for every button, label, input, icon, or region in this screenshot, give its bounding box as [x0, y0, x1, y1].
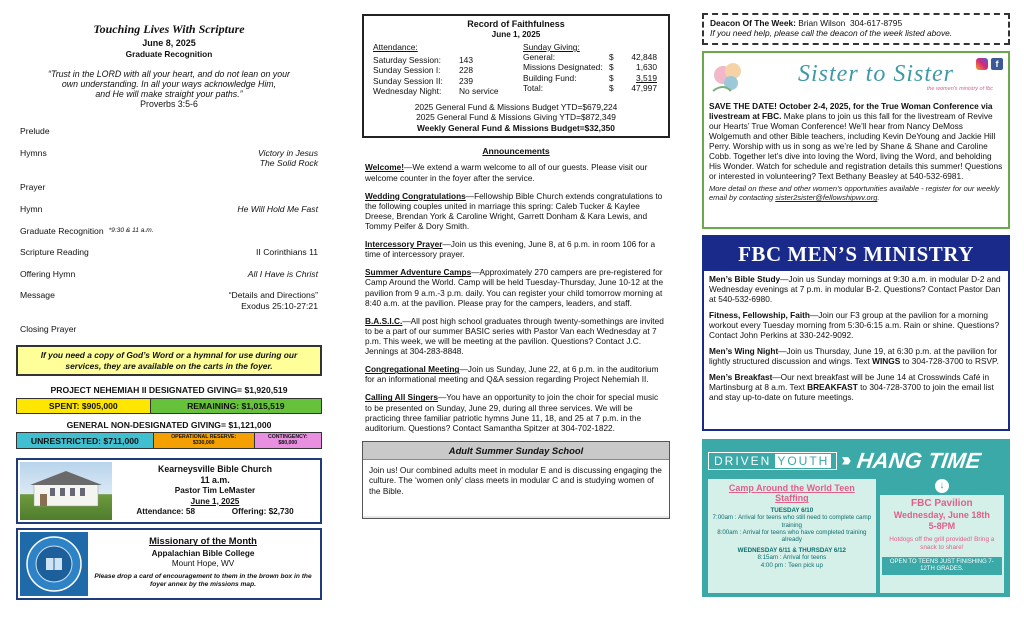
kbc-date: June 1, 2025 — [190, 496, 240, 506]
attendance-list: Attendance: Saturday Session: 143 Sunday Session I: 228 Sunday Session II: 239 Wednesday Night: No service — [373, 41, 499, 96]
mens-item: Men’s Bible Study—Join us Sunday mornings at 9:30 a.m. in modular D-2 and Wednesday evenings at 7 p.m. in modular B-2. Questions? Contact Pastor Dan at 540-532-6980. — [709, 274, 1001, 304]
nehemiah-bar — [16, 398, 322, 414]
camp-line: 8:00am : Arrival for teens who have completed training already — [717, 529, 867, 544]
mens-item: Men’s Breakfast—Our next breakfast will be June 14 at Crosswinds Café in Martinsburg at 8 a.m. Text BREAKFAST to 304-728-3700 to join the email list and stay up-to-date on future meetings. — [709, 371, 994, 402]
order-item: Hymns Victory in Jesus The Solid Rock — [20, 147, 318, 169]
announcement: Welcome!—We extend a warm welcome to all of our guests. Please visit our welcome counter in the foyer after the service. — [365, 162, 648, 183]
camp-line: 4:00 pm : Teen pick up — [760, 561, 823, 569]
bible-notice: If you need a copy of God’s Word or a hymnal for use during our services, they are available on the carts in the foyer. — [16, 345, 322, 376]
sister-body: SAVE THE DATE! October 2-4, 2025, for the True Woman Conference via livestream at FBC. Make plans to join us this fall for the livestream of Revive our Hearts’ True Woman Conference! We’ll hear from Nancy DeMoss Wolgemuth and other Bible teachers, including Kevin DeYoung and Jackie Hill Perry. Worship with us in song as we’re led by Shane & Shane and Caroline Cobb. Together let’s dive into loving the Word, living the Word, and beholding His Wonder. Watch for schedule and registration details this summer! Questions or interested in volunteering? Text Bethany Beasley at 540-532-6981. — [709, 101, 1003, 181]
record-title: Record of Faithfulness — [467, 19, 565, 29]
order-item: Hymn He Will Hold Me Fast — [20, 204, 318, 215]
pavilion-time: 5-8PM — [928, 521, 956, 532]
deacon-box — [702, 13, 1010, 45]
announcements-title: Announcements — [482, 146, 550, 156]
adult-title: Adult Summer Sunday School — [363, 442, 669, 460]
driven-youth-logo: DRIVEN YOUTH — [708, 452, 837, 471]
deacon-note: If you need help, please call the deacon of the week listed above. — [710, 28, 953, 39]
missionary-box — [16, 528, 322, 600]
kbc-box — [16, 458, 322, 524]
abc-seal-icon — [20, 532, 88, 596]
kbc-offering: Offering: $2,730 — [231, 506, 294, 516]
announcement: Wedding Congratulations—Fellowship Bible Church extends congratulations to the following couples united in marriage this spring: Caleb Tucker & Kaylee Dreese, Brendan York & Caroline Wright, Garrett Donham & Kara Lewis, and Tommy Peifer & Dory Smith. — [365, 190, 663, 232]
sister-box — [702, 51, 1010, 229]
remaining-bar: REMAINING: $1,015,519 — [151, 398, 322, 414]
camp-day: WEDNESDAY 6/11 & THURSDAY 6/12 — [737, 546, 846, 554]
missionary-note: Please drop a card of encouragement to them in the brown box in the foyer annex by the missions map. — [94, 573, 312, 589]
nehemiah-title: PROJECT NEHEMIAH II DESIGNATED GIVING= $1,920,519 — [50, 385, 288, 396]
unrestricted-bar: UNRESTRICTED: $711,000 — [16, 432, 154, 449]
budget-line: 2025 General Fund & Missions Giving YTD=$872,349 — [416, 112, 616, 123]
service-subtitle: Graduate Recognition — [125, 48, 213, 59]
page-title: Touching Lives With Scripture — [93, 22, 245, 36]
record-date: June 1, 2025 — [491, 29, 541, 39]
hang-time-title: HANG TIME — [855, 447, 983, 473]
pavilion-note: Hotdogs off the grill provided! Bring a snack to share! — [889, 536, 995, 551]
adult-body: Join us! Our combined adults meet in modular E and is discussing engaging the culture. The ‘women only’ class meets in modular C and is studying women of the Bible. — [363, 460, 669, 516]
order-item: Closing Prayer — [20, 323, 77, 334]
kbc-name: Kearneysville Bible Church — [158, 464, 272, 475]
instagram-icon[interactable] — [976, 58, 988, 70]
mens-title: FBC MEN’S MINISTRY — [704, 237, 1008, 271]
contingency-bar: CONTINGENCY: $80,000 — [255, 432, 322, 449]
kbc-time: 11 a.m. — [200, 475, 230, 486]
sister-tagline: the women's ministry of fbc — [926, 85, 993, 92]
deacon-name: Brian Wilson — [798, 18, 846, 28]
kbc-pastor: Pastor Tim LeMaster — [174, 486, 256, 496]
facebook-icon[interactable]: f — [991, 58, 1003, 70]
sister-email-link[interactable]: sister2sister@fellowshipwv.org — [775, 193, 878, 203]
order-item: Prayer — [20, 181, 46, 192]
deacon-phone: 304-617-8795 — [849, 18, 903, 28]
adult-sunday-school-box — [362, 441, 670, 519]
order-item: Message “Details and Directions” Exodus 25:10-27:21 — [20, 290, 318, 311]
flower-icon — [709, 57, 749, 97]
giving-list: Sunday Giving: General: $ 42,848 Missions Designated: $ 1,630 Building Fund: $ 3,519 Total: $ 47,997 — [523, 41, 657, 93]
pavilion-panel — [880, 479, 1004, 593]
spent-bar: SPENT: $905,000 — [16, 398, 151, 414]
announcement: B.A.S.I.C.—All post high school graduates through twenty-somethings are invited to be a part of our summer BASIC series with Pastor Van each Wednesday at 7 p.m. This week, we will be meeting at the pavilion. Questions? Contact J.C. Jennings at 304-283-8848. — [365, 315, 664, 357]
announcement: Summer Adventure Camps—Approximately 270 campers are pre-registered for Camp Around the World. Camp will be held Tuesday-Thursday, June 10-12 at the pavilion from 9 a.m.-3 p.m. daily. You can register your child tomorrow morning at 8:40 a.m. at the pavilion. Please pray for the campers, leaders, and staff. — [365, 267, 664, 308]
general-title: GENERAL NON-DESIGNATED GIVING= $1,121,000 — [66, 419, 272, 430]
left-column — [16, 0, 322, 600]
scripture-verse: “Trust in the LORD with all your heart, and do not lean on your own understanding. In all your ways acknowledge Him, and He will make straight your paths.” Proverbs 3:5-6 — [48, 68, 290, 110]
deacon-label: Deacon Of The Week: — [710, 18, 796, 28]
missionary-org: Appalachian Bible College — [151, 548, 255, 558]
announcement: Congregational Meeting—Join us Sunday, June 22, at 6 p.m. in the auditorium for an informational meeting and Q&A session regarding Project Nehemiah II. — [365, 364, 659, 385]
service-date: June 8, 2025 — [142, 37, 196, 48]
kbc-attendance: Attendance: 58 — [136, 506, 196, 516]
missionary-location: Mount Hope, WV — [171, 558, 235, 568]
middle-column — [362, 0, 670, 519]
mens-item: Men’s Wing Night—Join us Thursday, June 19, at 6:30 p.m. at the pavilion for lightly structured discussion and wings. Text WINGS to 304-728-3700 to RSVP. — [709, 345, 999, 366]
order-item: Offering Hymn All I Have is Christ — [20, 268, 318, 279]
order-item: Scripture Reading II Corinthians 11 — [20, 247, 318, 258]
reserve-bar: OPERATIONAL RESERVE: $330,000 — [154, 432, 255, 449]
budget-line: 2025 General Fund & Missions Budget YTD=$679,224 — [414, 102, 618, 113]
camp-panel — [708, 479, 876, 593]
camp-line: 7:00am : Arrival for teens who still need to complete camp training — [712, 514, 872, 529]
order-item: Prelude — [20, 126, 50, 137]
record-box — [362, 14, 670, 138]
mens-item: Fitness, Fellowship, Faith—Join our F3 group at the pavilion for a morning workout every Tuesday morning from 5:30-6:15 a.m. Rain or shine. Questions? Contact John Perkins at 330-242-9092. — [709, 309, 1000, 340]
arrow-down-icon: ↓ — [935, 479, 949, 493]
budget-line: Weekly General Fund & Missions Budget=$32,350 — [417, 122, 615, 133]
sister-more: More detail on these and other women’s opportunities available - register for our weekly email by contacting sister2sister@fellowshipwv.org. — [709, 183, 1000, 203]
camp-title: Camp Around the World Teen Staffing — [728, 483, 855, 504]
camp-line: 8:15am : Arrival for teens — [757, 554, 827, 562]
sister-header — [709, 56, 1003, 98]
order-of-service — [16, 126, 322, 334]
pavilion-title: FBC Pavilion — [910, 498, 973, 509]
church-photo — [20, 462, 112, 520]
sister-title: Sister to Sister — [797, 60, 954, 87]
announcement: Calling All Singers—You have an opportunity to join the choir for special music to be presented on Sunday, June 29, during all three services. We will be practicing three familiar patriotic hymns June 11, 18, and 25 at 7 p.m. in the auditorium. Questions? Contact Samantha Spitzer at 304-702-1822. — [365, 392, 659, 433]
general-bar — [16, 432, 322, 449]
announcement: Intercessory Prayer—Join us this evening, June 8, at 6 p.m. in room 106 for a time of intercessory prayer. — [365, 239, 656, 260]
order-item: Graduate Recognition *9:30 & 11 a.m. — [20, 225, 154, 236]
right-column — [702, 0, 1010, 597]
chevron-arrows-icon: ››› — [841, 450, 848, 471]
pavilion-date: Wednesday, June 18th — [893, 510, 990, 521]
mens-box — [702, 235, 1010, 431]
announcements — [362, 162, 670, 432]
pavilion-open: OPEN TO TEENS JUST FINISHING 7-12TH GRADES. — [882, 557, 1002, 576]
missionary-title: Missionary of the Month — [149, 535, 257, 547]
camp-day: TUESDAY 6/10 — [770, 506, 814, 514]
youth-box — [702, 439, 1010, 597]
